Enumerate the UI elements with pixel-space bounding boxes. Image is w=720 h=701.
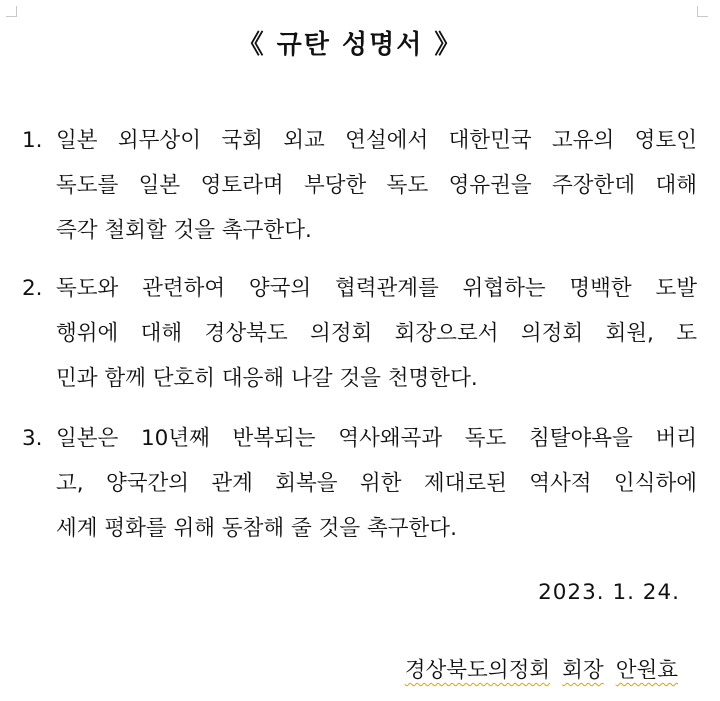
page-corner-mark-top-left xyxy=(6,6,17,17)
item-line: 일본은 10년째 반복되는 역사왜곡과 독도 침탈야욕을 버리 xyxy=(56,426,697,451)
statement-item-2 xyxy=(22,266,697,401)
item-line: 민과 함께 단호히 대응해 나갈 것을 천명한다. xyxy=(56,366,478,391)
item-line: 일본 외무상이 국회 외교 연설에서 대한민국 고유의 영토인 xyxy=(56,128,697,153)
statement-item-3 xyxy=(22,416,697,551)
item-line: 독도를 일본 영토라며 부당한 독도 영유권을 주장한데 대해 xyxy=(56,173,697,198)
signature-position: 회장 xyxy=(562,658,604,683)
item-line: 세계 평화를 위해 동참해 줄 것을 촉구한다. xyxy=(56,516,457,541)
document-title: 《 규탄 성명서 》 xyxy=(237,30,463,60)
item-line: 고, 양국간의 관계 회복을 위한 제대로된 역사적 인식하에 xyxy=(56,471,697,496)
item-number: 3. xyxy=(22,426,43,451)
document-date: 2023. 1. 24. xyxy=(538,580,680,605)
signature-organization: 경상북도의정회 xyxy=(404,658,551,683)
item-line: 행위에 대해 경상북도 의정회 회장으로서 의정회 회원, 도 xyxy=(56,321,697,346)
item-line: 즉각 철회할 것을 촉구한다. xyxy=(56,218,312,243)
signature-name: 안원효 xyxy=(615,658,678,683)
item-number: 1. xyxy=(22,128,43,153)
statement-item-1 xyxy=(22,118,697,253)
item-number: 2. xyxy=(22,276,43,301)
signature-line xyxy=(405,653,678,684)
page-corner-mark-top-right xyxy=(697,6,708,17)
item-line: 독도와 관련하여 양국의 협력관계를 위협하는 명백한 도발 xyxy=(56,276,697,301)
